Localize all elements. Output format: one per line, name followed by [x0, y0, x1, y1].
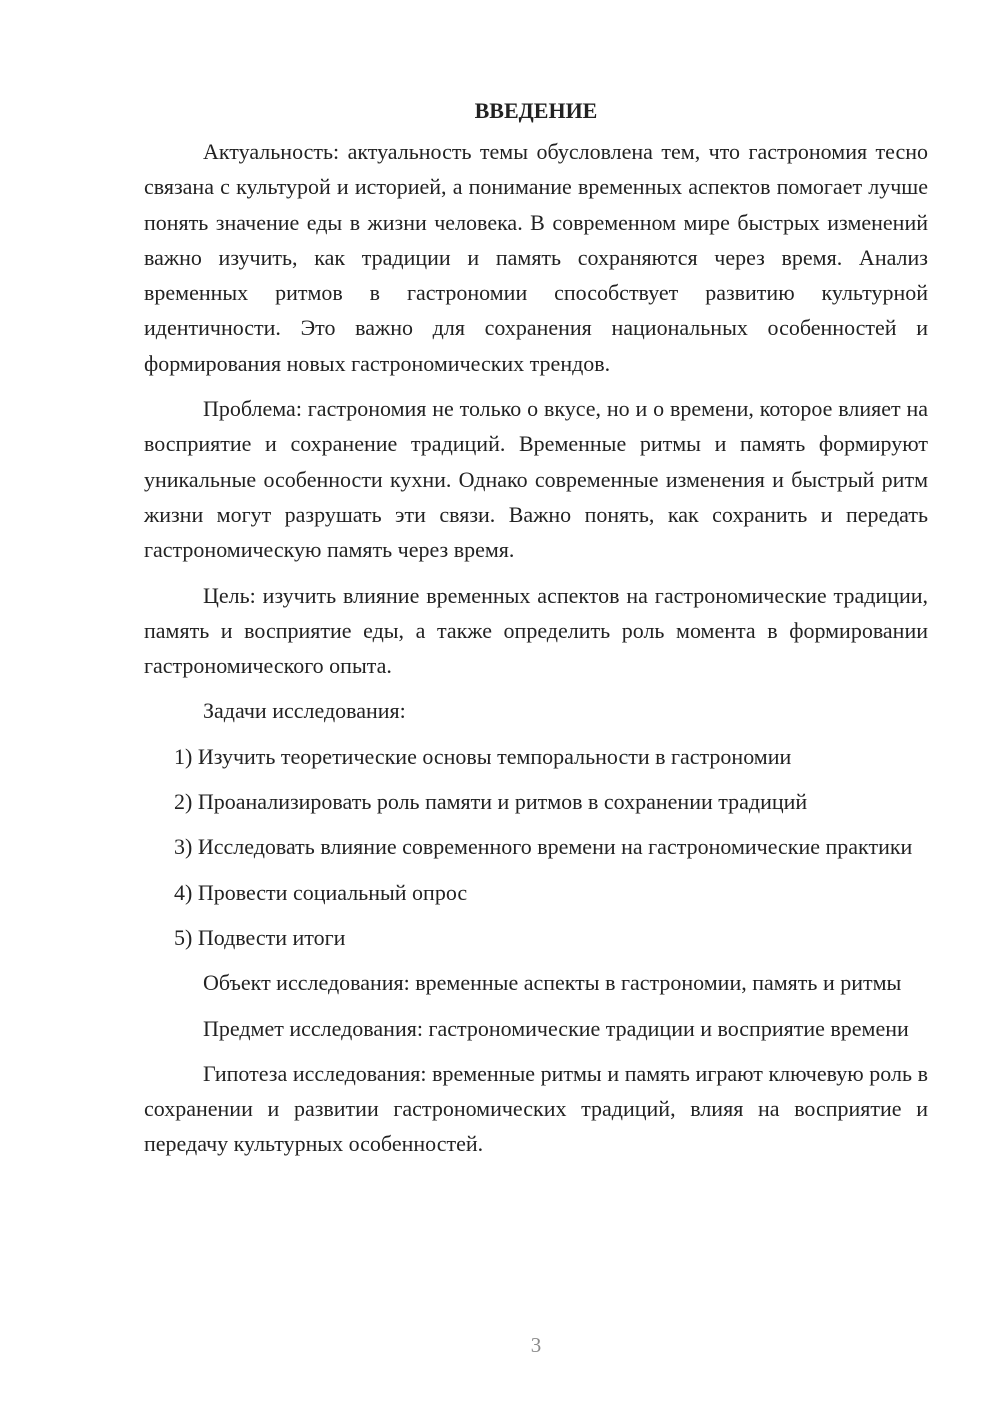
- paragraph-object: Объект исследования: временные аспекты в гастрономии, память и ритмы: [203, 970, 902, 996]
- paragraph-tasks-heading: Задачи исследования:: [203, 698, 406, 724]
- task-item-4: 4) Провести социальный опрос: [174, 879, 468, 905]
- paragraph-relevance: Актуальность: актуальность темы обусловлена тем, что гастрономия тесно связана с культурой и историей, а понимание временных аспектов помогает лучше понять значение еды в жизни человека. В современном мире быстрых изменений важно изучить, как традиции и память сохраняются через время. Анализ временных ритмов в гастрономии способствует развитию культурной идентичности. Это важно для сохранения национальных особенностей и формирования новых гастрономических трендов.: [144, 139, 928, 376]
- task-item-1: 1) Изучить теоретические основы темпоральности в гастрономии: [174, 743, 792, 769]
- task-item-2: 2) Проанализировать роль памяти и ритмов в сохранении традиций: [174, 789, 808, 815]
- paragraph-hypothesis: Гипотеза исследования: временные ритмы и память играют ключевую роль в сохранении и развитии гастрономических традиций, влияя на восприятие и передачу культурных особенностей.: [144, 1060, 928, 1157]
- page-number: 3: [530, 1333, 542, 1357]
- page-content: [144, 94, 928, 1172]
- paragraph-subject: Предмет исследования: гастрономические традиции и восприятие времени: [203, 1015, 909, 1041]
- task-item-5: 5) Подвести итоги: [174, 924, 346, 950]
- task-item-3: 3) Исследовать влияние современного времени на гастрономические практики: [174, 834, 913, 860]
- section-title: ВВЕДЕНИЕ: [474, 98, 598, 123]
- paragraph-goal: Цель: изучить влияние временных аспектов на гастрономические традиции, память и восприятие еды, а также определить роль момента в формировании гастрономического опыта.: [144, 582, 928, 679]
- paragraph-problem: Проблема: гастрономия не только о вкусе, но и о времени, которое влияет на восприятие и сохранение традиций. Временные ритмы и память формируют уникальные особенности кухни. Однако современные изменения и быстрый ритм жизни могут разрушать эти связи. Важно понять, как сохранить и передать гастрономическую память через время.: [144, 396, 928, 563]
